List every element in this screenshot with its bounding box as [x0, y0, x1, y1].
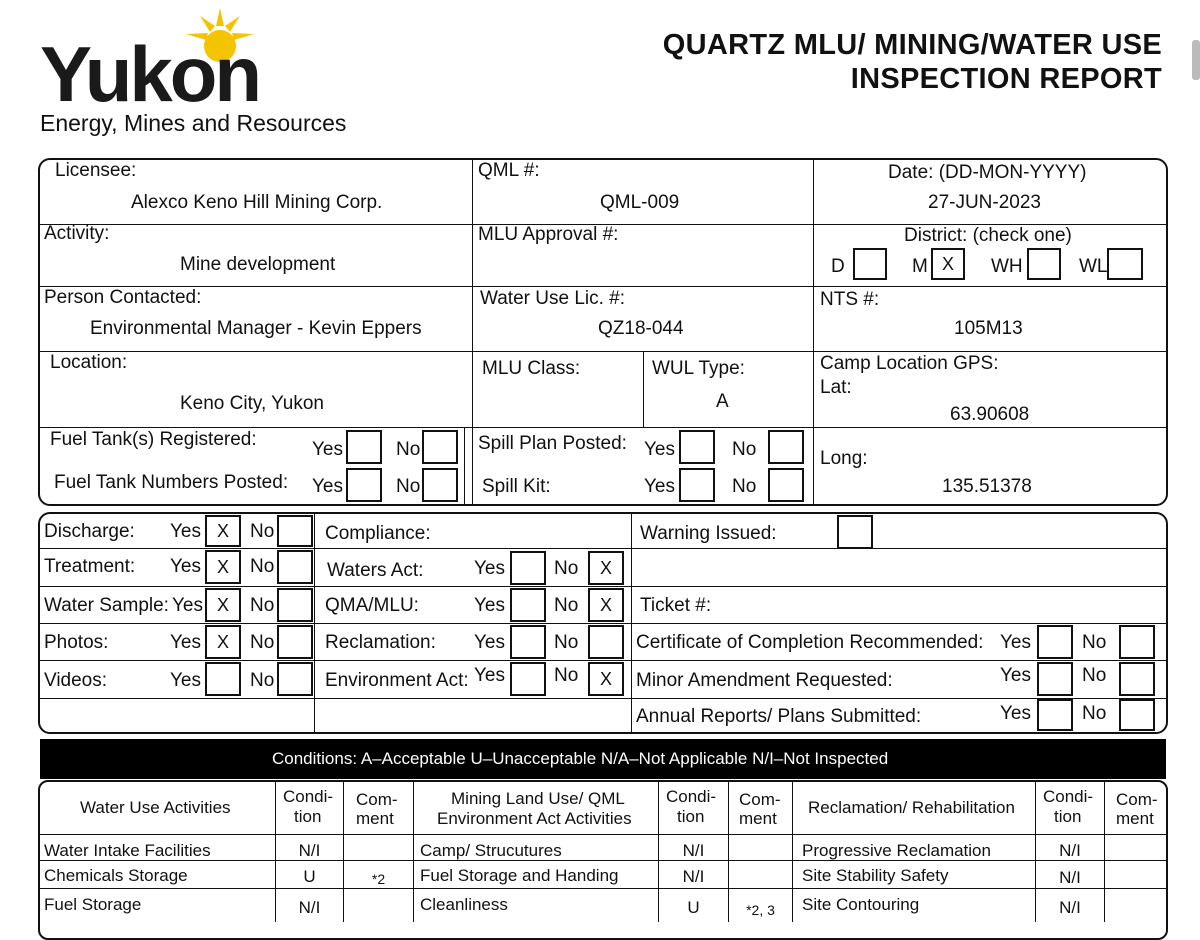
table-row-water-condition: U — [303, 867, 316, 886]
cert-yes-label: Yes — [1000, 632, 1031, 653]
photos-yes-checkbox[interactable]: X — [205, 625, 241, 659]
district-m-checkbox[interactable]: X — [931, 248, 965, 280]
cert-no-label: No — [1082, 632, 1107, 653]
mining-header-1: Mining Land Use/ QML — [451, 789, 625, 808]
videos-label: Videos: — [44, 670, 108, 691]
logo-word: Yukon — [40, 30, 260, 118]
minor-yes-label: Yes — [1000, 665, 1031, 686]
ticket-label: Ticket #: — [640, 595, 712, 616]
report-title-line2: INSPECTION REPORT — [850, 63, 1162, 95]
district-d-checkbox[interactable] — [853, 248, 887, 280]
licensee-label: Licensee: — [55, 160, 137, 181]
env-act-yes-checkbox[interactable] — [510, 662, 546, 696]
treatment-label: Treatment: — [44, 556, 136, 577]
spill-plan-yes-label: Yes — [644, 439, 675, 460]
table-row-reclamation-condition: N/I — [1059, 868, 1081, 887]
location-label: Location: — [50, 352, 128, 373]
water-sample-no-checkbox[interactable] — [277, 588, 313, 622]
long-value: 135.51378 — [942, 476, 1032, 497]
table-row-water-comment: *2 — [371, 871, 386, 887]
photos-no-label: No — [250, 632, 275, 653]
spill-kit-no-label: No — [732, 476, 757, 497]
water-comment-header-2: ment — [356, 809, 394, 828]
treatment-no-label: No — [250, 556, 275, 577]
district-d-label: D — [831, 256, 845, 277]
mlu-class-label: MLU Class: — [482, 358, 581, 379]
mining-cond-header-1: Condi- — [666, 787, 717, 806]
videos-yes-checkbox[interactable] — [205, 662, 241, 696]
water-cond-header-1: Condi- — [283, 787, 334, 806]
spill-plan-label: Spill Plan Posted: — [478, 433, 627, 454]
wul-type-value: A — [716, 391, 729, 412]
water-use-header: Water Use Activities — [80, 798, 231, 817]
recl-comment-header-2: ment — [1116, 809, 1154, 828]
qma-label: QMA/MLU: — [325, 595, 419, 616]
conditions-legend: Conditions: A–Acceptable U–Unacceptable N/A–Not Applicable N/I–Not Inspected — [272, 749, 889, 768]
qma-no-checkbox[interactable]: X — [588, 588, 624, 622]
annual-yes-checkbox[interactable] — [1037, 699, 1073, 731]
table-row-mining-condition: N/I — [682, 867, 705, 886]
mlu-approval-label: MLU Approval #: — [478, 224, 619, 245]
mining-comment-header-1: Com- — [739, 790, 781, 809]
spill-plan-no-label: No — [732, 439, 757, 460]
water-sample-label: Water Sample: — [44, 595, 169, 616]
annual-no-label: No — [1082, 703, 1107, 724]
scrollbar[interactable] — [1192, 40, 1200, 80]
warning-label: Warning Issued: — [640, 523, 777, 544]
reclamation-yes-label: Yes — [474, 632, 505, 653]
warning-checkbox[interactable] — [837, 515, 873, 549]
fuel-numbers-yes-checkbox[interactable] — [346, 468, 382, 502]
long-label: Long: — [820, 448, 868, 469]
waters-act-label: Waters Act: — [327, 560, 424, 581]
discharge-label: Discharge: — [44, 521, 135, 542]
fuel-registered-yes-checkbox[interactable] — [346, 430, 382, 464]
cert-yes-checkbox[interactable] — [1037, 625, 1073, 659]
recl-cond-header-1: Condi- — [1043, 787, 1094, 806]
minor-label: Minor Amendment Requested: — [636, 670, 893, 691]
table-row-water-activity: Fuel Storage — [44, 895, 142, 914]
waters-act-yes-checkbox[interactable] — [510, 551, 546, 585]
minor-no-checkbox[interactable] — [1119, 662, 1155, 696]
table-row-reclamation-activity: Site Contouring — [802, 895, 920, 914]
mining-header-2: Environment Act Activities — [437, 809, 632, 828]
district-m-label: M — [912, 256, 928, 277]
reclamation-yes-checkbox[interactable] — [510, 625, 546, 659]
table-row-water-condition: N/I — [298, 898, 321, 917]
logo — [40, 6, 370, 136]
table-row-mining-comment: *2, 3 — [746, 902, 775, 918]
fuel-registered-no-label: No — [396, 439, 421, 460]
camp-gps-label: Camp Location GPS: — [820, 353, 999, 374]
treatment-yes-checkbox[interactable]: X — [205, 550, 241, 584]
treatment-yes-label: Yes — [170, 556, 201, 577]
qml-label: QML #: — [478, 160, 540, 181]
table-row-mining-condition: N/I — [682, 841, 705, 860]
location-value: Keno City, Yukon — [180, 393, 325, 414]
fuel-registered-no-checkbox[interactable] — [422, 430, 458, 464]
reclamation-no-label: No — [554, 632, 579, 653]
person-value: Environmental Manager - Kevin Eppers — [90, 318, 422, 339]
lat-label: Lat: — [820, 377, 852, 398]
person-label: Person Contacted: — [44, 287, 202, 308]
table-row-reclamation-condition: N/I — [1059, 841, 1081, 860]
logo-subtitle: Energy, Mines and Resources — [40, 110, 347, 136]
table-row-mining-activity: Fuel Storage and Handing — [420, 866, 619, 885]
recl-comment-header-1: Com- — [1116, 790, 1158, 809]
spill-kit-yes-label: Yes — [644, 476, 675, 497]
district-wl-label: WL — [1079, 256, 1108, 277]
water-sample-yes-label: Yes — [172, 595, 203, 616]
activity-label: Activity: — [44, 223, 110, 244]
table-row-mining-condition: U — [687, 898, 700, 917]
reclamation-label: Reclamation: — [325, 632, 436, 653]
table-row-water-activity: Chemicals Storage — [44, 866, 188, 885]
mining-comment-header-2: ment — [739, 809, 777, 828]
treatment-no-checkbox[interactable] — [277, 550, 313, 584]
recl-cond-header-2: tion — [1054, 807, 1082, 826]
date-label: Date: (DD-MON-YYYY) — [888, 162, 1087, 183]
env-act-no-checkbox[interactable]: X — [588, 662, 624, 696]
spill-plan-no-checkbox[interactable] — [768, 430, 804, 464]
cert-label: Certificate of Completion Recommended: — [636, 632, 984, 653]
qma-yes-checkbox[interactable] — [510, 588, 546, 622]
discharge-yes-checkbox[interactable]: X — [205, 515, 241, 547]
minor-yes-checkbox[interactable] — [1037, 662, 1073, 696]
waters-act-yes-label: Yes — [474, 558, 505, 579]
photos-yes-label: Yes — [170, 632, 201, 653]
district-label: District: (check one) — [904, 225, 1072, 246]
district-wh-label: WH — [991, 256, 1023, 277]
fuel-numbers-yes-label: Yes — [312, 476, 343, 497]
fuel-numbers-no-checkbox[interactable] — [422, 468, 458, 502]
env-act-no-label: No — [554, 665, 579, 686]
photos-no-checkbox[interactable] — [277, 625, 313, 659]
fuel-numbers-no-label: No — [396, 476, 421, 497]
discharge-no-label: No — [250, 521, 275, 542]
nts-label: NTS #: — [820, 289, 880, 310]
videos-yes-label: Yes — [170, 670, 201, 691]
activity-value: Mine development — [180, 254, 336, 275]
water-cond-header-2: tion — [294, 807, 322, 826]
table-row-reclamation-activity: Progressive Reclamation — [802, 841, 991, 860]
fuel-registered-yes-label: Yes — [312, 439, 343, 460]
spill-plan-yes-checkbox[interactable] — [679, 430, 715, 464]
discharge-no-checkbox[interactable] — [277, 515, 313, 547]
minor-no-label: No — [1082, 665, 1107, 686]
spill-kit-label: Spill Kit: — [482, 476, 551, 497]
water-sample-no-label: No — [250, 595, 275, 616]
env-act-label: Environment Act: — [325, 670, 469, 691]
reclamation-no-checkbox[interactable] — [588, 625, 624, 659]
licensee-value: Alexco Keno Hill Mining Corp. — [131, 192, 383, 213]
spill-kit-no-checkbox[interactable] — [768, 468, 804, 502]
fuel-numbers-label: Fuel Tank Numbers Posted: — [54, 472, 289, 493]
fuel-registered-label: Fuel Tank(s) Registered: — [50, 429, 257, 450]
district-wh-checkbox[interactable] — [1027, 248, 1061, 280]
waters-act-no-checkbox[interactable]: X — [588, 551, 624, 585]
compliance-label: Compliance: — [325, 523, 431, 544]
photos-label: Photos: — [44, 632, 109, 653]
table-row-water-condition: N/I — [298, 841, 321, 860]
table-row-reclamation-condition: N/I — [1059, 898, 1081, 917]
videos-no-label: No — [250, 670, 275, 691]
annual-no-checkbox[interactable] — [1119, 699, 1155, 731]
table-row-reclamation-activity: Site Stability Safety — [802, 866, 949, 885]
qml-value: QML-009 — [600, 192, 680, 213]
table-row-water-activity: Water Intake Facilities — [44, 841, 211, 860]
env-act-yes-label: Yes — [474, 665, 505, 686]
videos-no-checkbox[interactable] — [277, 662, 313, 696]
water-comment-header-1: Com- — [356, 790, 398, 809]
annual-label: Annual Reports/ Plans Submitted: — [636, 706, 922, 727]
discharge-yes-label: Yes — [170, 521, 201, 542]
annual-yes-label: Yes — [1000, 703, 1031, 724]
spill-kit-yes-checkbox[interactable] — [679, 468, 715, 502]
mining-cond-header-2: tion — [677, 807, 705, 826]
wul-type-label: WUL Type: — [652, 358, 745, 379]
water-lic-label: Water Use Lic. #: — [480, 288, 626, 309]
water-sample-yes-checkbox[interactable]: X — [205, 588, 241, 622]
nts-value: 105M13 — [954, 318, 1023, 339]
cert-no-checkbox[interactable] — [1119, 625, 1155, 659]
lat-value: 63.90608 — [950, 404, 1030, 425]
table-row-mining-activity: Camp/ Strucutures — [420, 841, 562, 860]
date-value: 27-JUN-2023 — [928, 192, 1041, 213]
district-wl-checkbox[interactable] — [1107, 248, 1143, 280]
qma-yes-label: Yes — [474, 595, 505, 616]
report-title-line1: QUARTZ MLU/ MINING/WATER USE — [662, 29, 1162, 61]
reclamation-header: Reclamation/ Rehabilitation — [808, 798, 1015, 817]
table-row-mining-activity: Cleanliness — [420, 895, 508, 914]
qma-no-label: No — [554, 595, 579, 616]
water-lic-value: QZ18-044 — [598, 318, 684, 339]
waters-act-no-label: No — [554, 558, 579, 579]
